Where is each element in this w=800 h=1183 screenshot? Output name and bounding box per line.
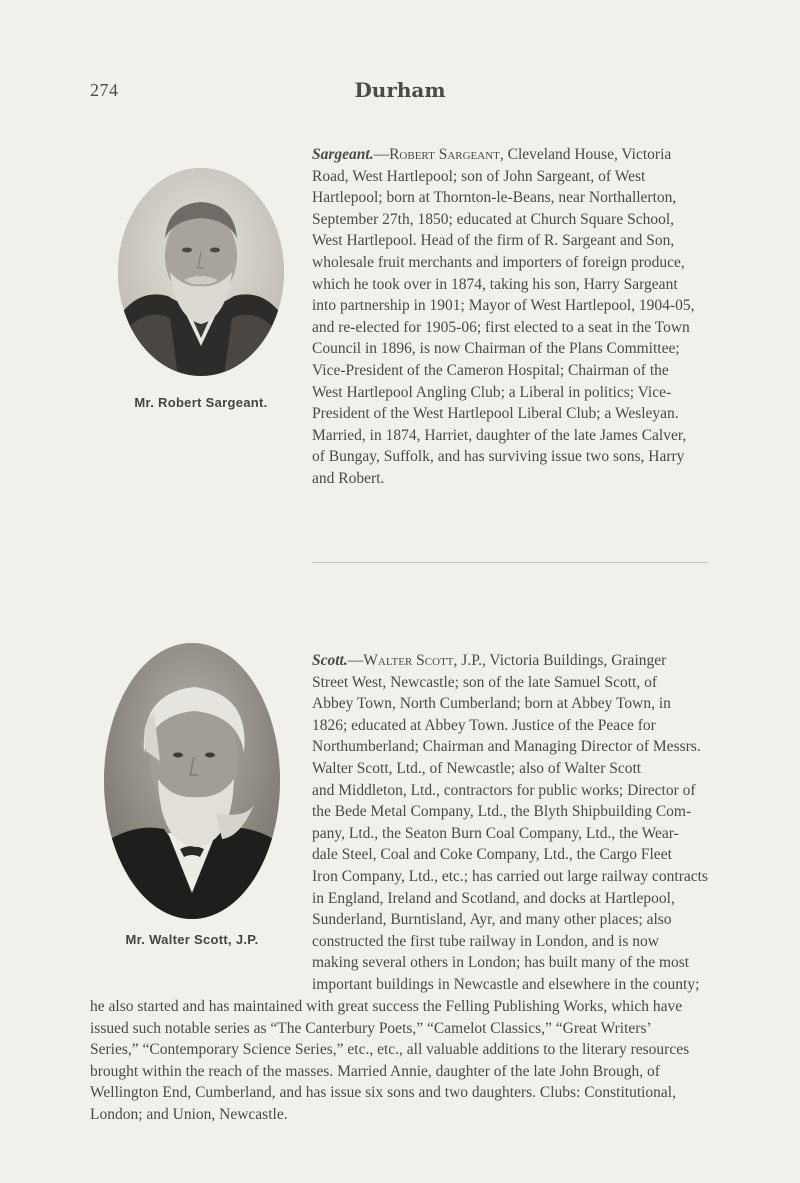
text-line: and re-elected for 1905-06; first elected to a seat in the Town bbox=[312, 318, 690, 336]
text-line: Abbey Town, North Cumberland; born at Abbey Town, in bbox=[312, 695, 671, 713]
text-line: Series,” “Contemporary Science Series,” etc., etc., all valuable additions to the literary resources bbox=[90, 1041, 690, 1059]
entry-sargeant bbox=[312, 144, 708, 490]
text-line: making several others in London; has built many of the most bbox=[312, 954, 690, 972]
entry-scott bbox=[312, 650, 708, 996]
text-line: into partnership in 1901; Mayor of West Hartlepool, 1904-05, bbox=[312, 297, 695, 315]
text-line: of Bungay, Suffolk, and has surviving issue two sons, Harry bbox=[312, 448, 685, 466]
text-line: wholesale fruit merchants and importers of foreign produce, bbox=[312, 253, 685, 271]
text-line: Married, in 1874, Harriet, daughter of the late James Calver, bbox=[312, 426, 687, 444]
text-line: in England, Ireland and Scotland, and docks at Hartlepool, bbox=[312, 889, 675, 907]
running-head: Durham bbox=[354, 78, 446, 102]
page-number: 274 bbox=[90, 80, 119, 100]
text-line: Walter Scott, Ltd., of Newcastle; also of Walter Scott bbox=[312, 759, 642, 777]
text-line: September 27th, 1850; educated at Church Square School, bbox=[312, 210, 675, 228]
text-line: Sunderland, Burntisland, Ayr, and many other places; also bbox=[312, 911, 672, 929]
entry-scott-continued bbox=[90, 996, 708, 1126]
portrait-scott-image bbox=[104, 643, 280, 919]
text-line: Road, West Hartlepool; son of John Sargeant, of West bbox=[312, 167, 646, 185]
section-divider bbox=[312, 562, 708, 563]
text-line: pany, Ltd., the Seaton Burn Coal Company, Ltd., the Wear- bbox=[312, 824, 679, 842]
text-line: Northumberland; Chairman and Managing Director of Messrs. bbox=[312, 738, 701, 756]
text-line: issued such notable series as “The Canterbury Poets,” “Camelot Classics,” “Great Writers’ bbox=[90, 1019, 652, 1037]
dash: — bbox=[347, 652, 364, 669]
text-line: West Hartlepool Angling Club; a Liberal in politics; Vice- bbox=[312, 383, 672, 401]
full-name-scott: Walter Scott bbox=[363, 652, 454, 669]
text-line: he also started and has maintained with great success the Felling Publishing Works, which have bbox=[90, 998, 683, 1015]
text-line: Hartlepool; born at Thornton-le-Beans, near Northallerton, bbox=[312, 189, 677, 207]
text-line: brought within the reach of the masses. Married Annie, daughter of the late John Brough, of bbox=[90, 1062, 660, 1080]
text-line: Vice-President of the Cameron Hospital; Chairman of the bbox=[312, 361, 669, 379]
portrait-scott bbox=[104, 643, 280, 919]
text-line: , Cleveland House, Victoria bbox=[499, 146, 672, 163]
text-line: Council in 1896, is now Chairman of the Plans Committee; bbox=[312, 340, 680, 358]
text-line: constructed the first tube railway in London, and is now bbox=[312, 932, 659, 950]
text-line: dale Steel, Coal and Coke Company, Ltd., the Cargo Fleet bbox=[312, 846, 672, 864]
text-line: Iron Company, Ltd., etc.; has carried out large railway contracts bbox=[312, 867, 708, 885]
text-line: London; and Union, Newcastle. bbox=[90, 1105, 288, 1123]
text-line: , J.P., Victoria Buildings, Grainger bbox=[453, 652, 667, 669]
text-line: President of the West Hartlepool Liberal Club; a Wesleyan. bbox=[312, 405, 679, 423]
caption-scott: Mr. Walter Scott, J.P. bbox=[125, 932, 259, 947]
text-line: 1826; educated at Abbey Town. Justice of the Peace for bbox=[312, 716, 656, 734]
caption-sargeant: Mr. Robert Sargeant. bbox=[134, 395, 268, 410]
dash: — bbox=[373, 146, 390, 163]
text-line: Street West, Newcastle; son of the late Samuel Scott, of bbox=[312, 673, 657, 691]
text-line: the Bede Metal Company, Ltd., the Blyth Shipbuilding Com- bbox=[312, 803, 692, 821]
text-line: important buildings in Newcastle and elsewhere in the county; bbox=[312, 975, 700, 993]
text-line: which he took over in 1874, taking his son, Harry Sargeant bbox=[312, 275, 678, 293]
entry-name-sargeant: Sargeant. bbox=[312, 146, 374, 163]
portrait-sargeant bbox=[118, 168, 284, 376]
text-line: Wellington End, Cumberland, and has issue six sons and two daughters. Clubs: Constitutional, bbox=[90, 1084, 676, 1102]
text-line: and Robert. bbox=[312, 469, 385, 487]
portrait-sargeant-image bbox=[118, 168, 284, 376]
text-line: and Middleton, Ltd., contractors for public works; Director of bbox=[312, 781, 696, 799]
text-line: West Hartlepool. Head of the firm of R. Sargeant and Son, bbox=[312, 232, 675, 250]
entry-name-scott: Scott. bbox=[312, 652, 348, 669]
full-name-sargeant: Robert Sargeant bbox=[389, 146, 500, 163]
